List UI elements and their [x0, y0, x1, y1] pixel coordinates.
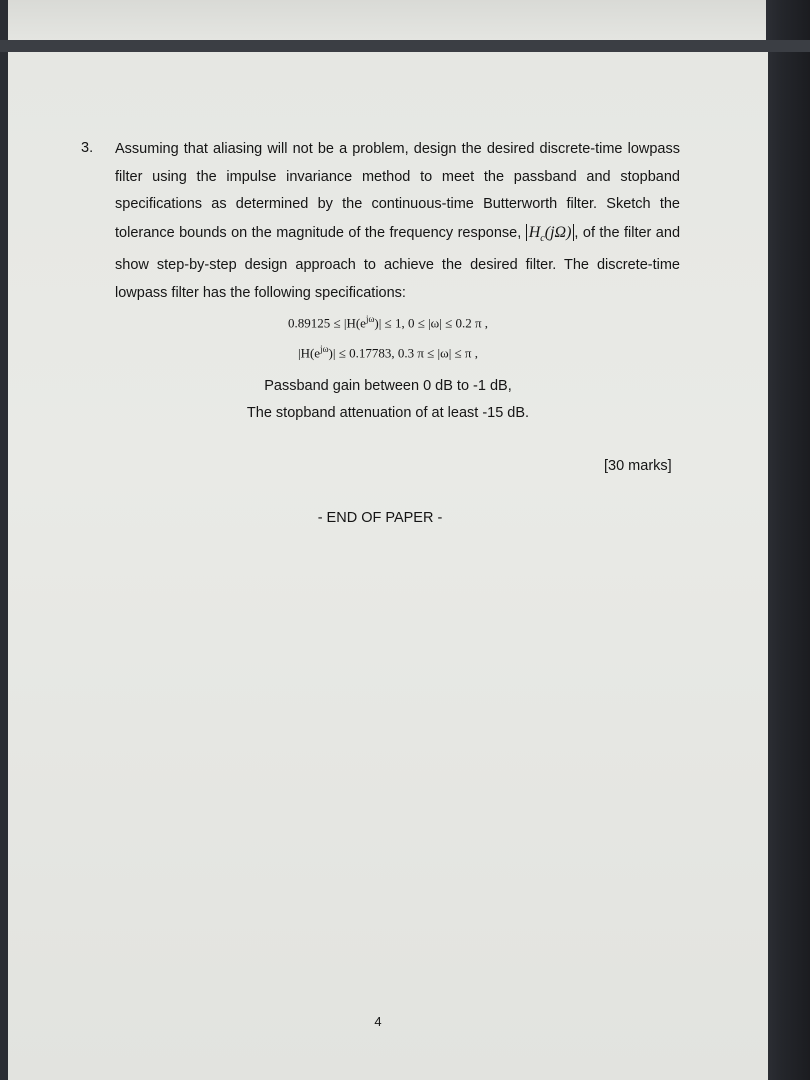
stopband-spec: $|H(e^{j\omega})| \le 0.17783$, 0.3 π ≤ |ω| ≤ π ,: [297, 344, 478, 361]
page-number: 4: [374, 1014, 382, 1029]
frequency-response-symbol: $H_c(j\Omega)$: [526, 224, 575, 241]
question-text-1: Assuming that aliasing will not be a problem, design the desired discrete-time lowpass filter using the impulse invariance method to meet the passband and stopband specifications as determined by the continuous-time Butterworth filter. Sketch the tolerance bounds on the magnitude of the frequency response,: [115, 141, 680, 241]
previous-page-edge: [8, 0, 766, 42]
question-text-2: of the filter and show step-by-step design approach to achieve the desired filter. The discrete-time lowpass filter has the following specifications:: [115, 224, 681, 301]
question-number: 3.: [81, 140, 94, 156]
question-body: Assuming that aliasing will not be a problem, design the desired discrete-time lowpass filter using the impulse invariance method to meet the passband and stopband specifications as determined by the continuous-time Butterworth filter. Sketch the tolerance bounds on the magnitude of the frequency response, $H_c(j\Omega)$ , of the filter and show step-by-step design approach to achieve the desired filter. The discrete-time lowpass filter has the following specifications:: [115, 141, 681, 301]
marks-label: [30 marks]: [604, 458, 672, 474]
passband-gain-text: Passband gain between 0 dB to -1 dB,: [264, 378, 512, 394]
passband-spec: $0.89125 \le |H(e^{j\omega})| \le 1$, 0 ≤ |ω| ≤ 0.2 π ,: [287, 314, 489, 331]
page-gap: [0, 40, 810, 52]
end-of-paper: - END OF PAPER -: [317, 510, 443, 526]
exam-page: [8, 52, 768, 1080]
stopband-attenuation-text: The stopband attenuation of at least -15 dB.: [246, 405, 530, 421]
